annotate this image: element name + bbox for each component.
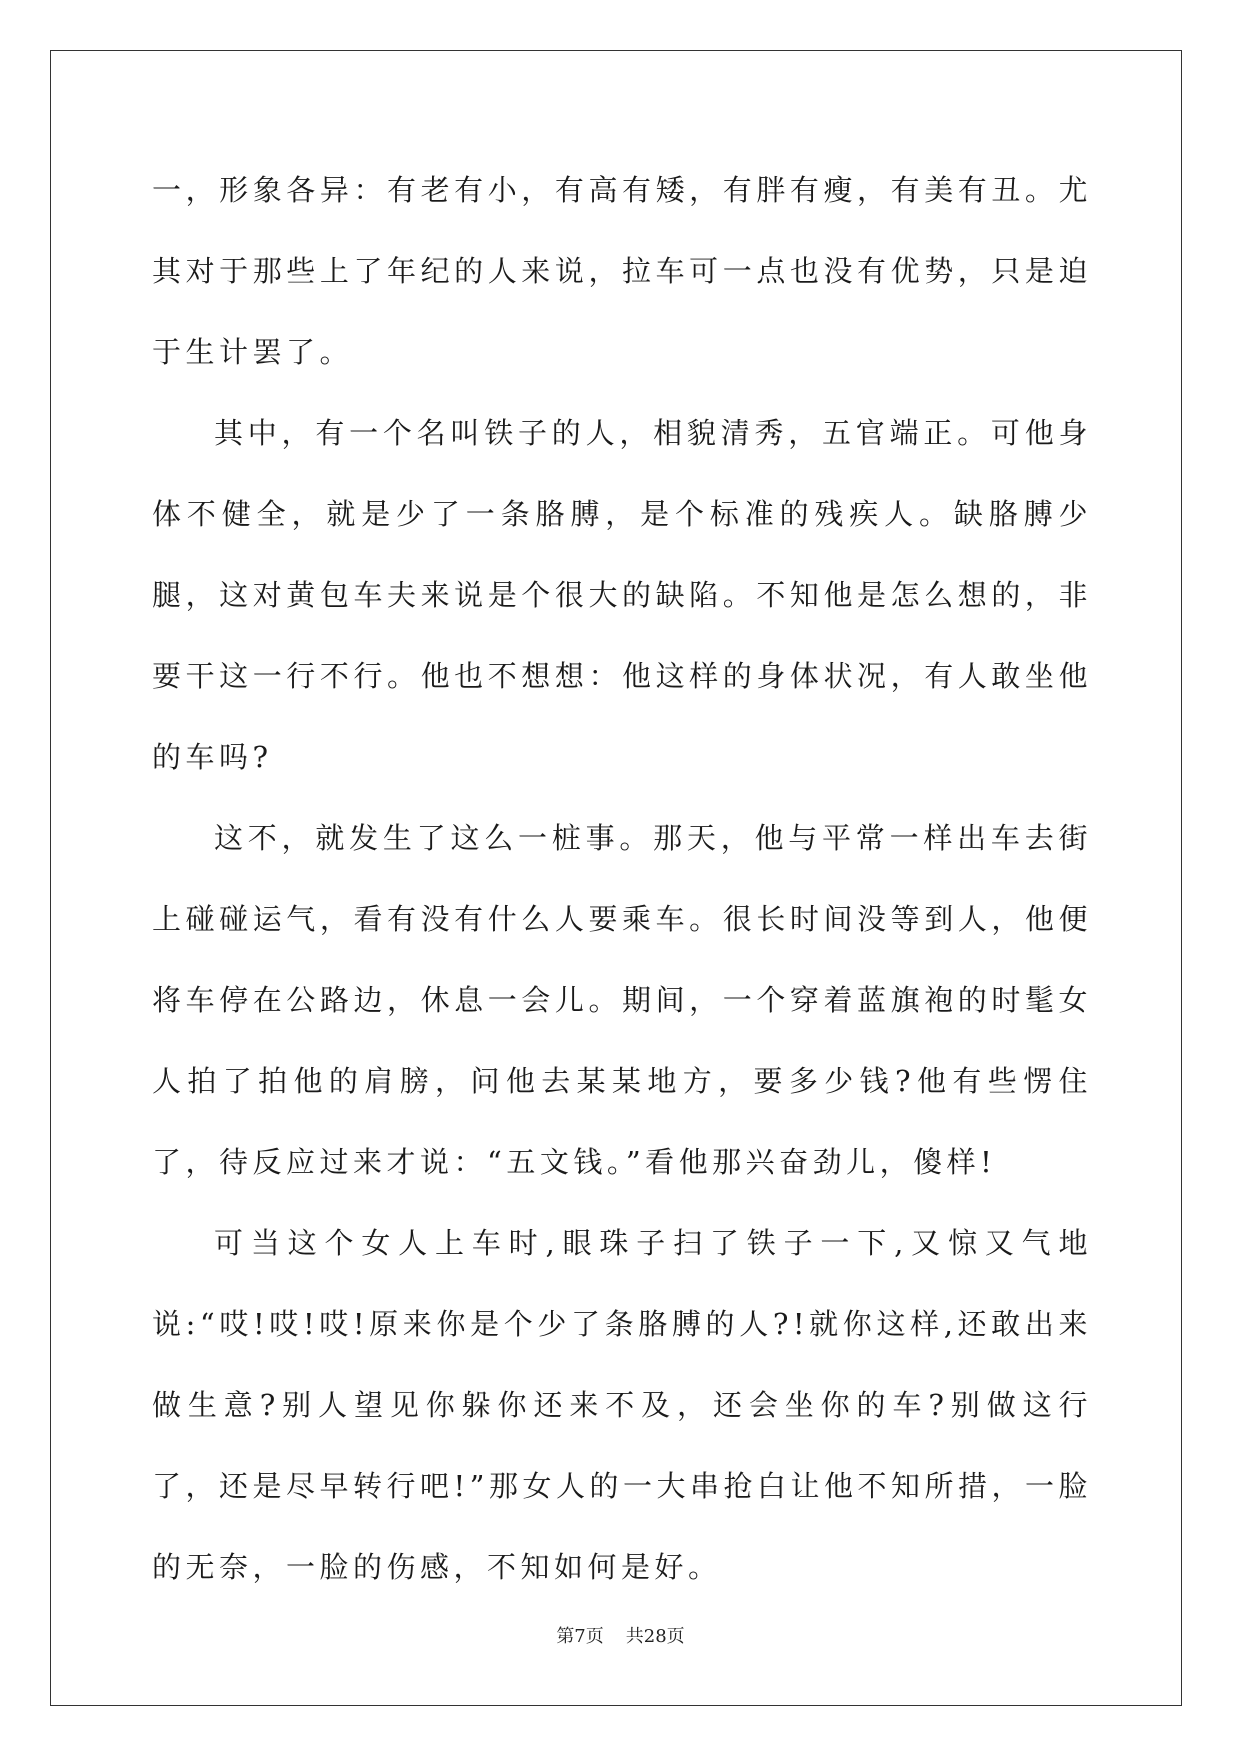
paragraph-3: 这不，就发生了这么一桩事。那天，他与平常一样出车去街上碰碰运气，看有没有什么人要乘车。很长时间没等到人，他便将车停在公路边，休息一会儿。期间，一个穿着蓝旗袍的时髦女人拍了拍他的肩膀，问他去某某地方，要多少钱?他有些愣住了，待反应过来才说：“五文钱。”看他那兴奋劲儿，傻样! [152, 821, 1092, 1179]
paragraph-1: 一，形象各异：有老有小，有高有矮，有胖有瘦，有美有丑。尤其对于那些上了年纪的人来说，拉车可一点也没有优势，只是迫于生计罢了。 [152, 173, 1092, 369]
paragraph-4: 可当这个女人上车时,眼珠子扫了铁子一下,又惊又气地说:“哎!哎!哎!原来你是个少了条胳膊的人?!就你这样,还敢出来做生意?别人望见你躲你还来不及，还会坐你的车?别做这行了，还是尽早转行吧!”那女人的一大串抢白让他不知所措，一脸的无奈，一脸的伤感，不知如何是好。 [152, 1226, 1092, 1584]
page-footer [0, 1622, 1241, 1648]
page-total: 共28页 [625, 1626, 685, 1647]
page-number: 第7页 [556, 1626, 604, 1647]
paragraph-2: 其中，有一个名叫铁子的人，相貌清秀，五官端正。可他身体不健全，就是少了一条胳膊，是个标准的残疾人。缺胳膊少腿，这对黄包车夫来说是个很大的缺陷。不知他是怎么想的，非要干这一行不行。他也不想想：他这样的身体状况，有人敢坐他的车吗? [152, 416, 1092, 774]
document-body [152, 150, 1092, 1608]
